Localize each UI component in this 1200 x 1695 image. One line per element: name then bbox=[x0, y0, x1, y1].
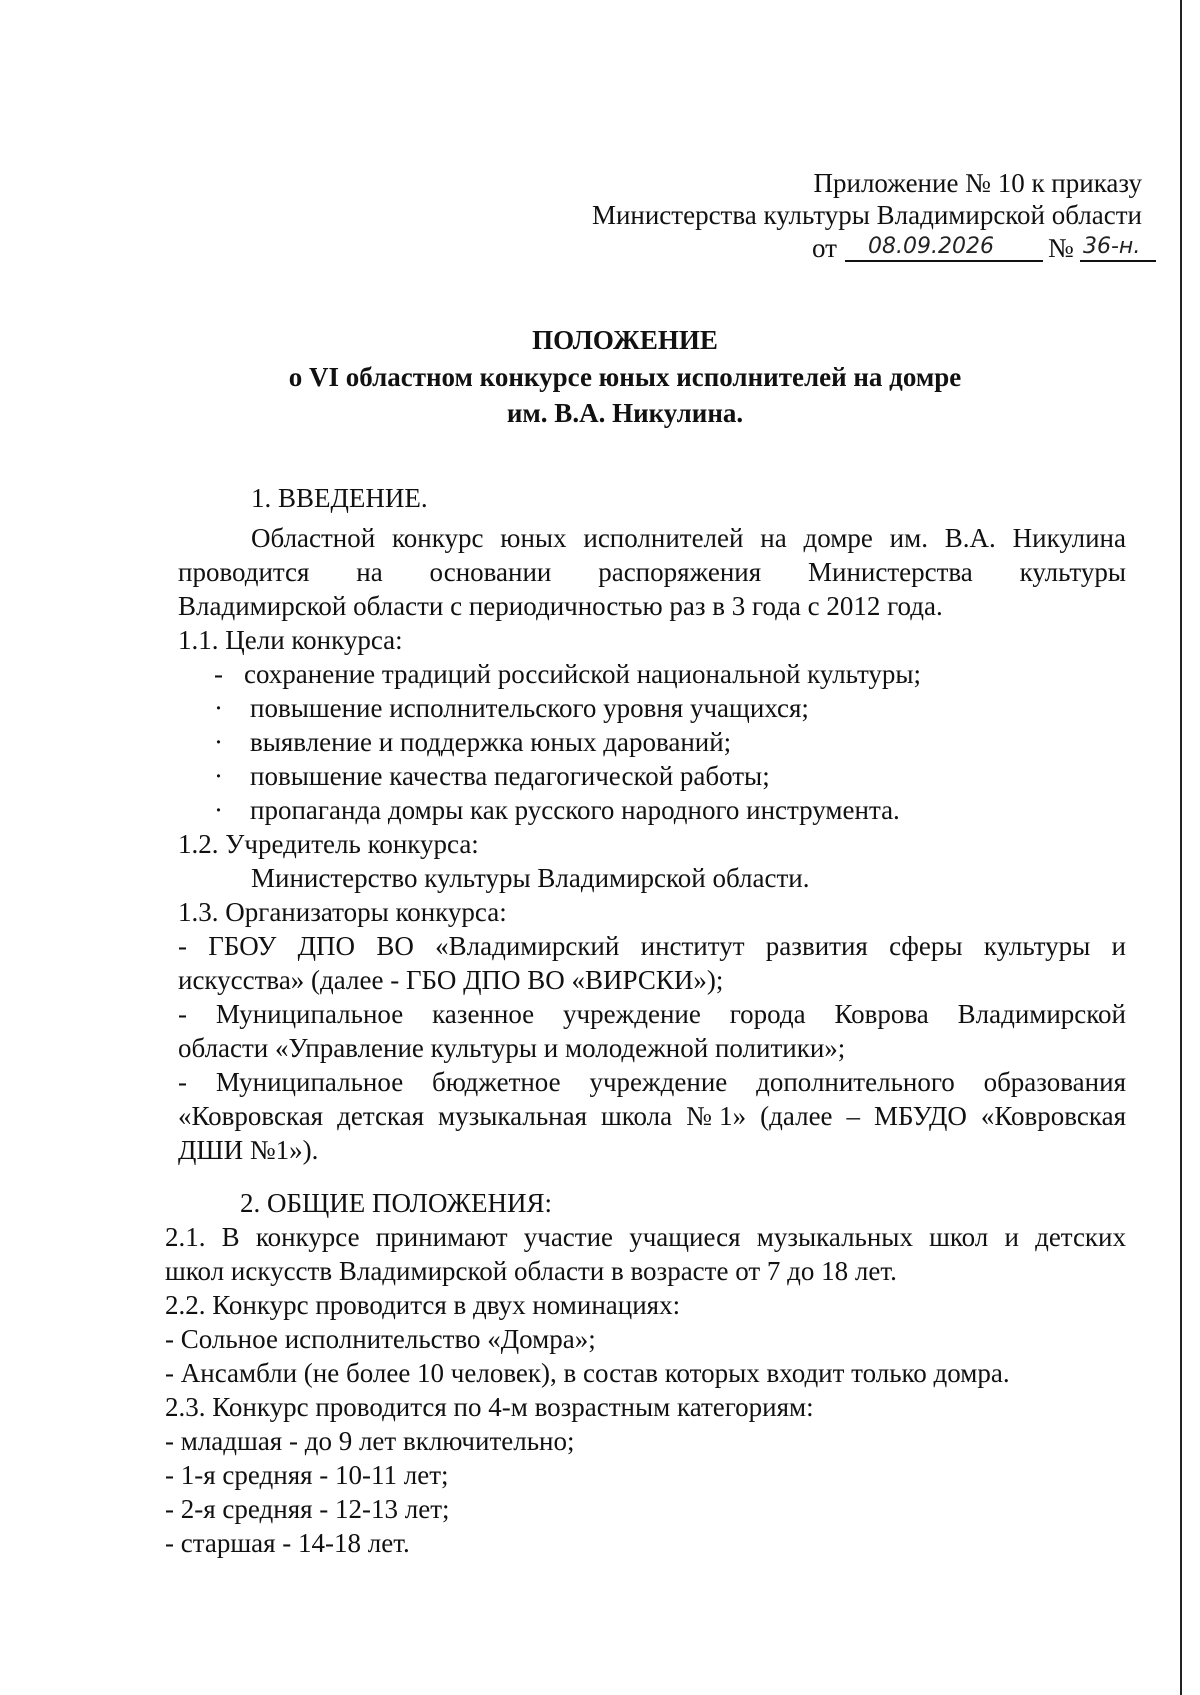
number-handwritten: 36-н. bbox=[1083, 234, 1141, 259]
organizer-3-line-3: ДШИ №1»). bbox=[178, 1135, 319, 1165]
goal-item: повышение качества педагогической работы; bbox=[250, 761, 770, 791]
goal-item: сохранение традиций российской национальной культуры; bbox=[244, 659, 922, 689]
organizer-2-line-2: области «Управление культуры и молодежной политики»; bbox=[178, 1033, 846, 1063]
p21-line-2: школ искусств Владимирской области в возрасте от 7 до 18 лет. bbox=[165, 1256, 897, 1286]
document-subtitle-1: о VI областном конкурсе юных исполнителей на домре bbox=[288, 362, 962, 392]
bullet-dot: · bbox=[214, 761, 223, 791]
scan-edge-line bbox=[1180, 0, 1182, 1695]
date-underline bbox=[845, 260, 1043, 262]
age-category: - старшая - 14-18 лет. bbox=[165, 1528, 410, 1558]
nomination-1: - Сольное исполнительство «Домра»; bbox=[165, 1324, 596, 1354]
goal-item: выявление и поддержка юных дарований; bbox=[250, 727, 732, 757]
goal-item: повышение исполнительского уровня учащихся; bbox=[250, 693, 809, 723]
age-category: - 1-я средняя - 10-11 лет; bbox=[165, 1460, 449, 1490]
p21-line-1: 2.1. В конкурсе принимают участие учащиеся музыкальных школ и детских bbox=[165, 1222, 1126, 1252]
date-handwritten: 08.09.2026 bbox=[868, 234, 994, 259]
organizers-heading: 1.3. Организаторы конкурса: bbox=[178, 897, 507, 927]
section1-heading: 1. ВВЕДЕНИЕ. bbox=[251, 483, 428, 513]
organizer-3-line-2: «Ковровская детская музыкальная школа №1» (далее – МБУДО «Ковровская bbox=[178, 1101, 1126, 1131]
bullet-dot: · bbox=[214, 693, 223, 723]
intro-line-1: Областной конкурс юных исполнителей на домре им. В.А. Никулина bbox=[251, 523, 1126, 553]
p22-text: 2.2. Конкурс проводится в двух номинациях: bbox=[165, 1290, 681, 1320]
organizer-1-line-2: искусства» (далее - ГБО ДПО ВО «ВИРСКИ»); bbox=[178, 965, 724, 995]
intro-line-2: проводится на основании распоряжения Министерства культуры bbox=[178, 557, 1126, 587]
appendix-line: Приложение № 10 к приказу bbox=[813, 168, 1142, 198]
organizer-2-line-1: - Муниципальное казенное учреждение города Коврова Владимирской bbox=[178, 999, 1126, 1029]
organizer-3-line-1: - Муниципальное бюджетное учреждение дополнительного образования bbox=[178, 1067, 1126, 1097]
goal-item: пропаганда домры как русского народного инструмента. bbox=[250, 795, 900, 825]
age-category: - младшая - до 9 лет включительно; bbox=[165, 1426, 575, 1456]
founder-text: Министерство культуры Владимирской области. bbox=[251, 863, 810, 893]
organizer-1-line-1: - ГБОУ ДПО ВО «Владимирский институт развития сферы культуры и bbox=[178, 931, 1126, 961]
date-prefix: от bbox=[812, 233, 837, 263]
age-category: - 2-я средняя - 12-13 лет; bbox=[165, 1494, 450, 1524]
section2-heading: 2. ОБЩИЕ ПОЛОЖЕНИЯ: bbox=[240, 1188, 552, 1218]
document-title: ПОЛОЖЕНИЕ bbox=[532, 325, 718, 355]
number-underline bbox=[1080, 260, 1156, 262]
bullet-dash: - bbox=[214, 659, 223, 689]
goals-heading: 1.1. Цели конкурса: bbox=[178, 625, 403, 655]
nomination-2: - Ансамбли (не более 10 человек), в состав которых входит только домра. bbox=[165, 1358, 1010, 1388]
number-prefix: № bbox=[1048, 233, 1074, 263]
founder-heading: 1.2. Учредитель конкурса: bbox=[178, 829, 479, 859]
intro-line-3: Владимирской области с периодичностью раз в 3 года с 2012 года. bbox=[178, 591, 943, 621]
ministry-line: Министерства культуры Владимирской области bbox=[591, 200, 1142, 230]
document-subtitle-2: им. В.А. Никулина. bbox=[506, 398, 744, 428]
bullet-dot: · bbox=[214, 727, 223, 757]
p23-text: 2.3. Конкурс проводится по 4-м возрастным категориям: bbox=[165, 1392, 814, 1422]
bullet-dot: · bbox=[214, 795, 223, 825]
